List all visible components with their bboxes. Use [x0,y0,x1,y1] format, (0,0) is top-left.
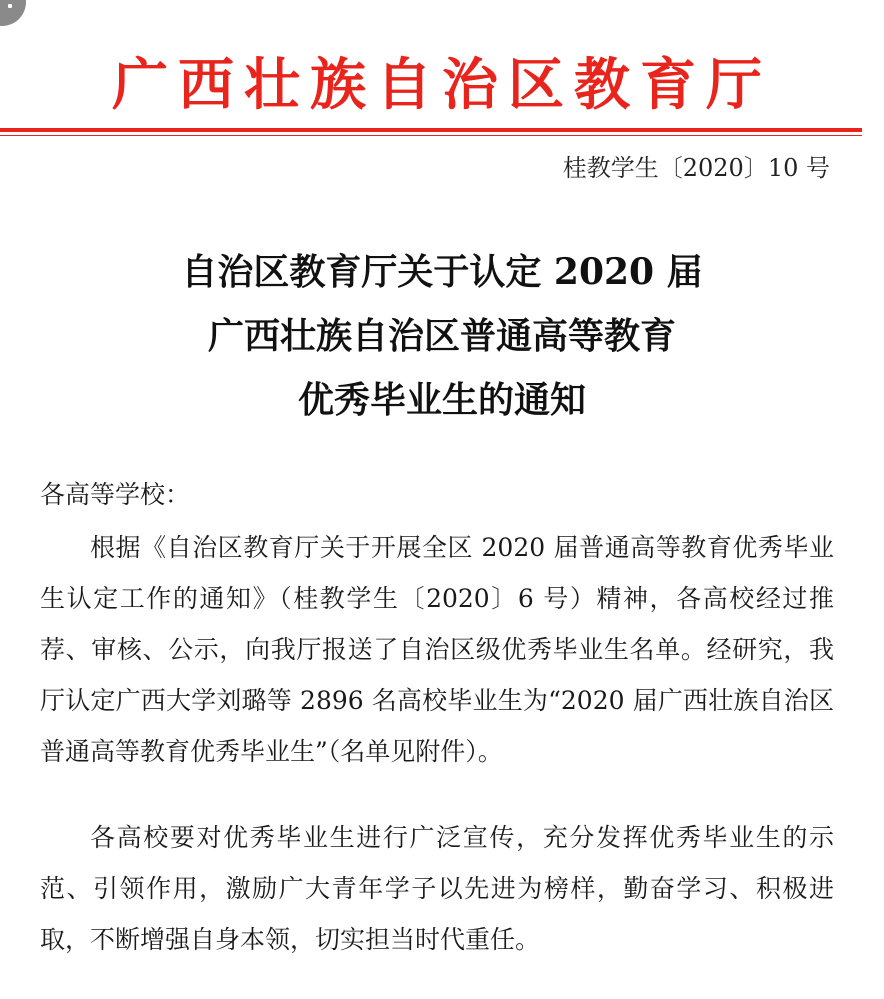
masthead-rule-thick [0,128,862,132]
document-number: 桂教学生〔2020〕10 号 [562,154,830,182]
notice-title [0,240,884,432]
notice-title-line-2: 广西壮族自治区普通高等教育 [207,315,676,357]
corner-badge [0,0,26,26]
masthead-rule-thin [0,135,862,136]
salutation: 各高等学校： [40,480,191,509]
notice-title-line-1: 自治区教育厅关于认定 2020 届 [181,251,703,293]
masthead-title: 广西壮族自治区教育厅 [112,53,772,118]
notice-title-line-3: 优秀毕业生的通知 [297,379,586,421]
body-paragraph-1: 根据《自治区教育厅关于开展全区 2020 届普通高等教育优秀毕业生认定工作的通知》（桂教学生〔2020〕6 号）精神，各高校经过推荐、审核、公示，向我厅报送了自治区级优秀毕业生名单。经研究，我厅认定广西大学刘璐等 2896 名高校毕业生为“2020 届广西壮族自治区普通高等教育优秀毕业生”（名单见附件）。 [40,533,834,766]
body-paragraph-2: 各高校要对优秀毕业生进行广泛宣传，充分发挥优秀毕业生的示范、引领作用，激励广大青年学子以先进为榜样，勤奋学习、积极进取，不断增强自身本领，切实担当时代重任。 [40,823,834,954]
